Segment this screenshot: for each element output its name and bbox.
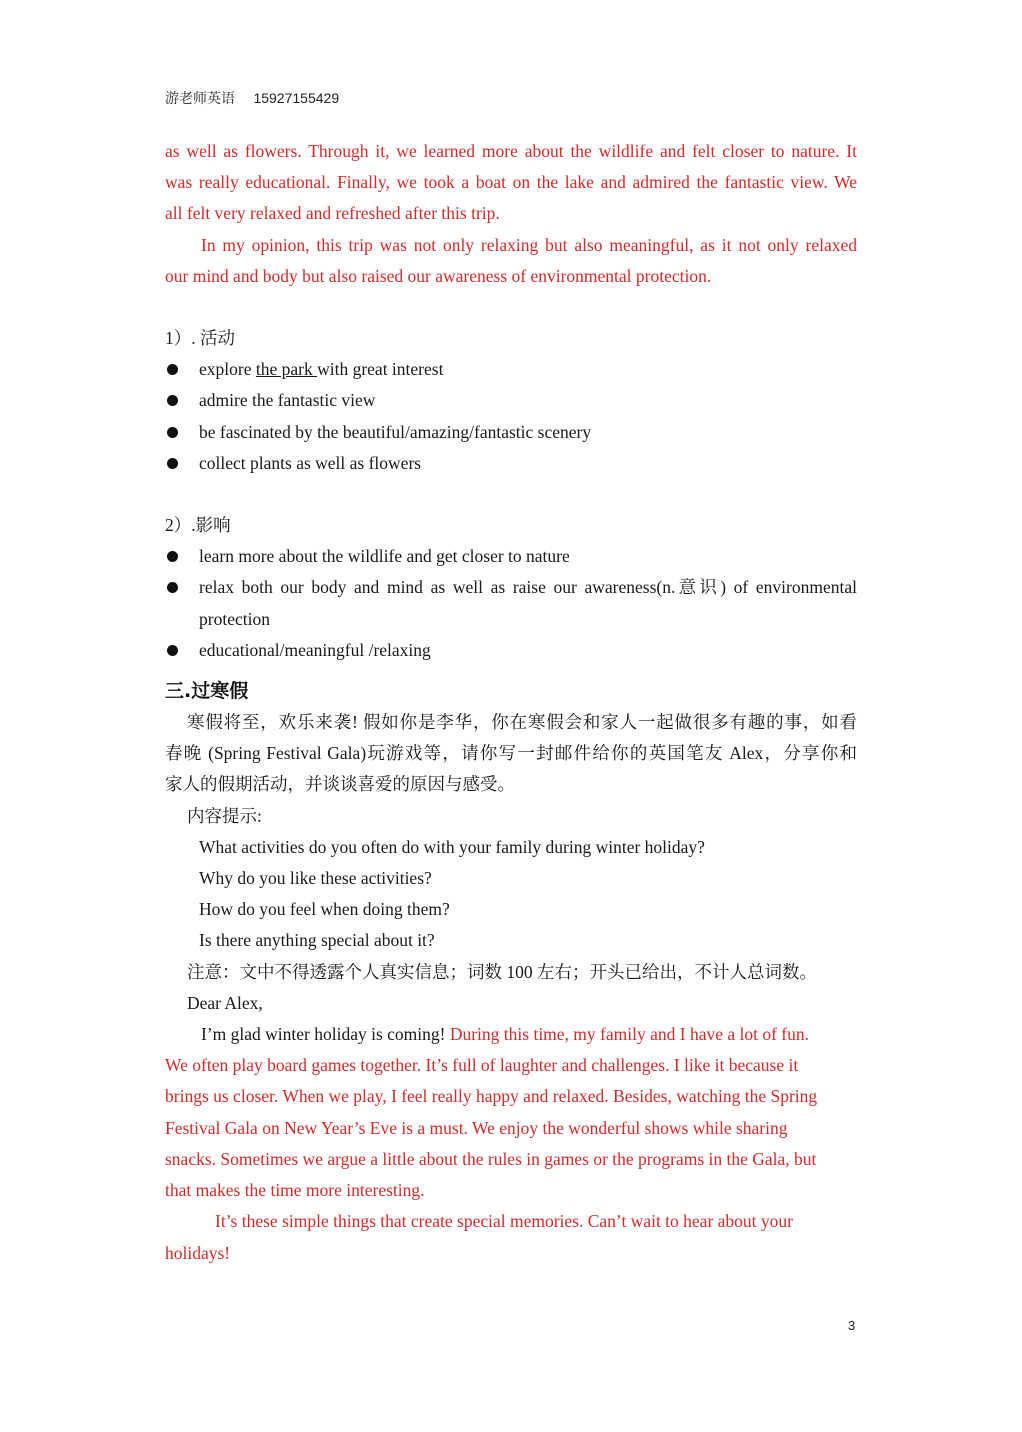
letter-line: holidays!	[165, 1242, 231, 1263]
list-item: explore the park with great interest	[165, 354, 857, 385]
activities-heading: 1）. 活动	[165, 328, 235, 349]
prompt-line: 家人的假期活动，并谈谈喜爱的原因与感受。	[165, 774, 515, 795]
bullet-icon	[167, 395, 178, 406]
essay-line: our mind and body but also raised our awareness of environmental protection.	[165, 265, 712, 286]
letter-line: snacks. Sometimes we argue a little about the rules in games or the programs in the Gala, but	[165, 1148, 817, 1169]
letter-line: that makes the time more interesting.	[165, 1180, 425, 1201]
bullet-icon	[167, 582, 178, 593]
question: Why do you like these activities?	[199, 868, 432, 889]
section-title: 三.过寒假	[165, 680, 249, 703]
page-header	[165, 88, 339, 108]
letter-line: It’s these simple things that create special memories. Can’t wait to hear about your	[215, 1211, 793, 1232]
list-item: relax both our body and mind as well as raise our awareness(n.意识) of environmental	[165, 572, 857, 603]
list-item: educational/meaningful /relaxing	[165, 635, 857, 666]
list-item: be fascinated by the beautiful/amazing/fantastic scenery	[165, 417, 857, 448]
hint-label: 内容提示:	[187, 805, 262, 826]
essay-line: as well as flowers. Through it, we learned more about the wildlife and felt closer to nature. It	[165, 141, 857, 161]
letter-line: We often play board games together. It’s full of laughter and challenges. I like it because it	[165, 1055, 799, 1076]
bullet-icon	[167, 458, 178, 469]
question: How do you feel when doing them?	[199, 899, 450, 920]
document-body	[165, 136, 857, 1269]
letter-line: Festival Gala on New Year’s Eve is a must. We enjoy the wonderful shows while sharing	[165, 1117, 788, 1138]
bullet-icon	[167, 364, 178, 375]
prompt-line: 春晚 (Spring Festival Gala)玩游戏等，请你写一封邮件给你的英国笔友 Alex，分享你和	[165, 743, 857, 764]
essay-line: all felt very relaxed and refreshed after this trip.	[165, 203, 500, 224]
page-number: 3	[848, 1318, 856, 1333]
essay-line: was really educational. Finally, we took a boat on the lake and admired the fantastic view. We	[165, 172, 857, 193]
effects-heading: 2）.影响	[165, 515, 231, 536]
question: Is there anything special about it?	[199, 930, 435, 951]
letter-greeting: Dear Alex,	[187, 992, 263, 1013]
list-item: collect plants as well as flowers	[165, 448, 857, 479]
list-item: admire the fantastic view	[165, 385, 857, 416]
bullet-icon	[167, 551, 178, 562]
bullet-icon	[167, 645, 178, 656]
question: What activities do you often do with your family during winter holiday?	[199, 836, 705, 857]
header-phone: 15927155429	[253, 90, 340, 106]
list-item-continuation: protection	[199, 608, 270, 629]
essay-line: In my opinion, this trip was not only relaxing but also meaningful, as it not only relaxed	[201, 234, 857, 255]
underlined-phrase: the park	[255, 359, 318, 380]
header-name: 游老师英语	[165, 91, 235, 107]
letter-line: brings us closer. When we play, I feel really happy and relaxed. Besides, watching the Spring	[165, 1086, 818, 1107]
list-item: learn more about the wildlife and get closer to nature	[165, 541, 857, 572]
bullet-icon	[167, 427, 178, 438]
prompt-line: 寒假将至，欢乐来袭! 假如你是李华，你在寒假会和家人一起做很多有趣的事，如看	[187, 712, 857, 733]
note: 注意：文中不得透露个人真实信息；词数 100 左右；开头已给出，不计人总词数。	[187, 961, 817, 982]
letter-line: I’m glad winter holiday is coming! During this time, my family and I have a lot of fun.	[201, 1024, 810, 1045]
